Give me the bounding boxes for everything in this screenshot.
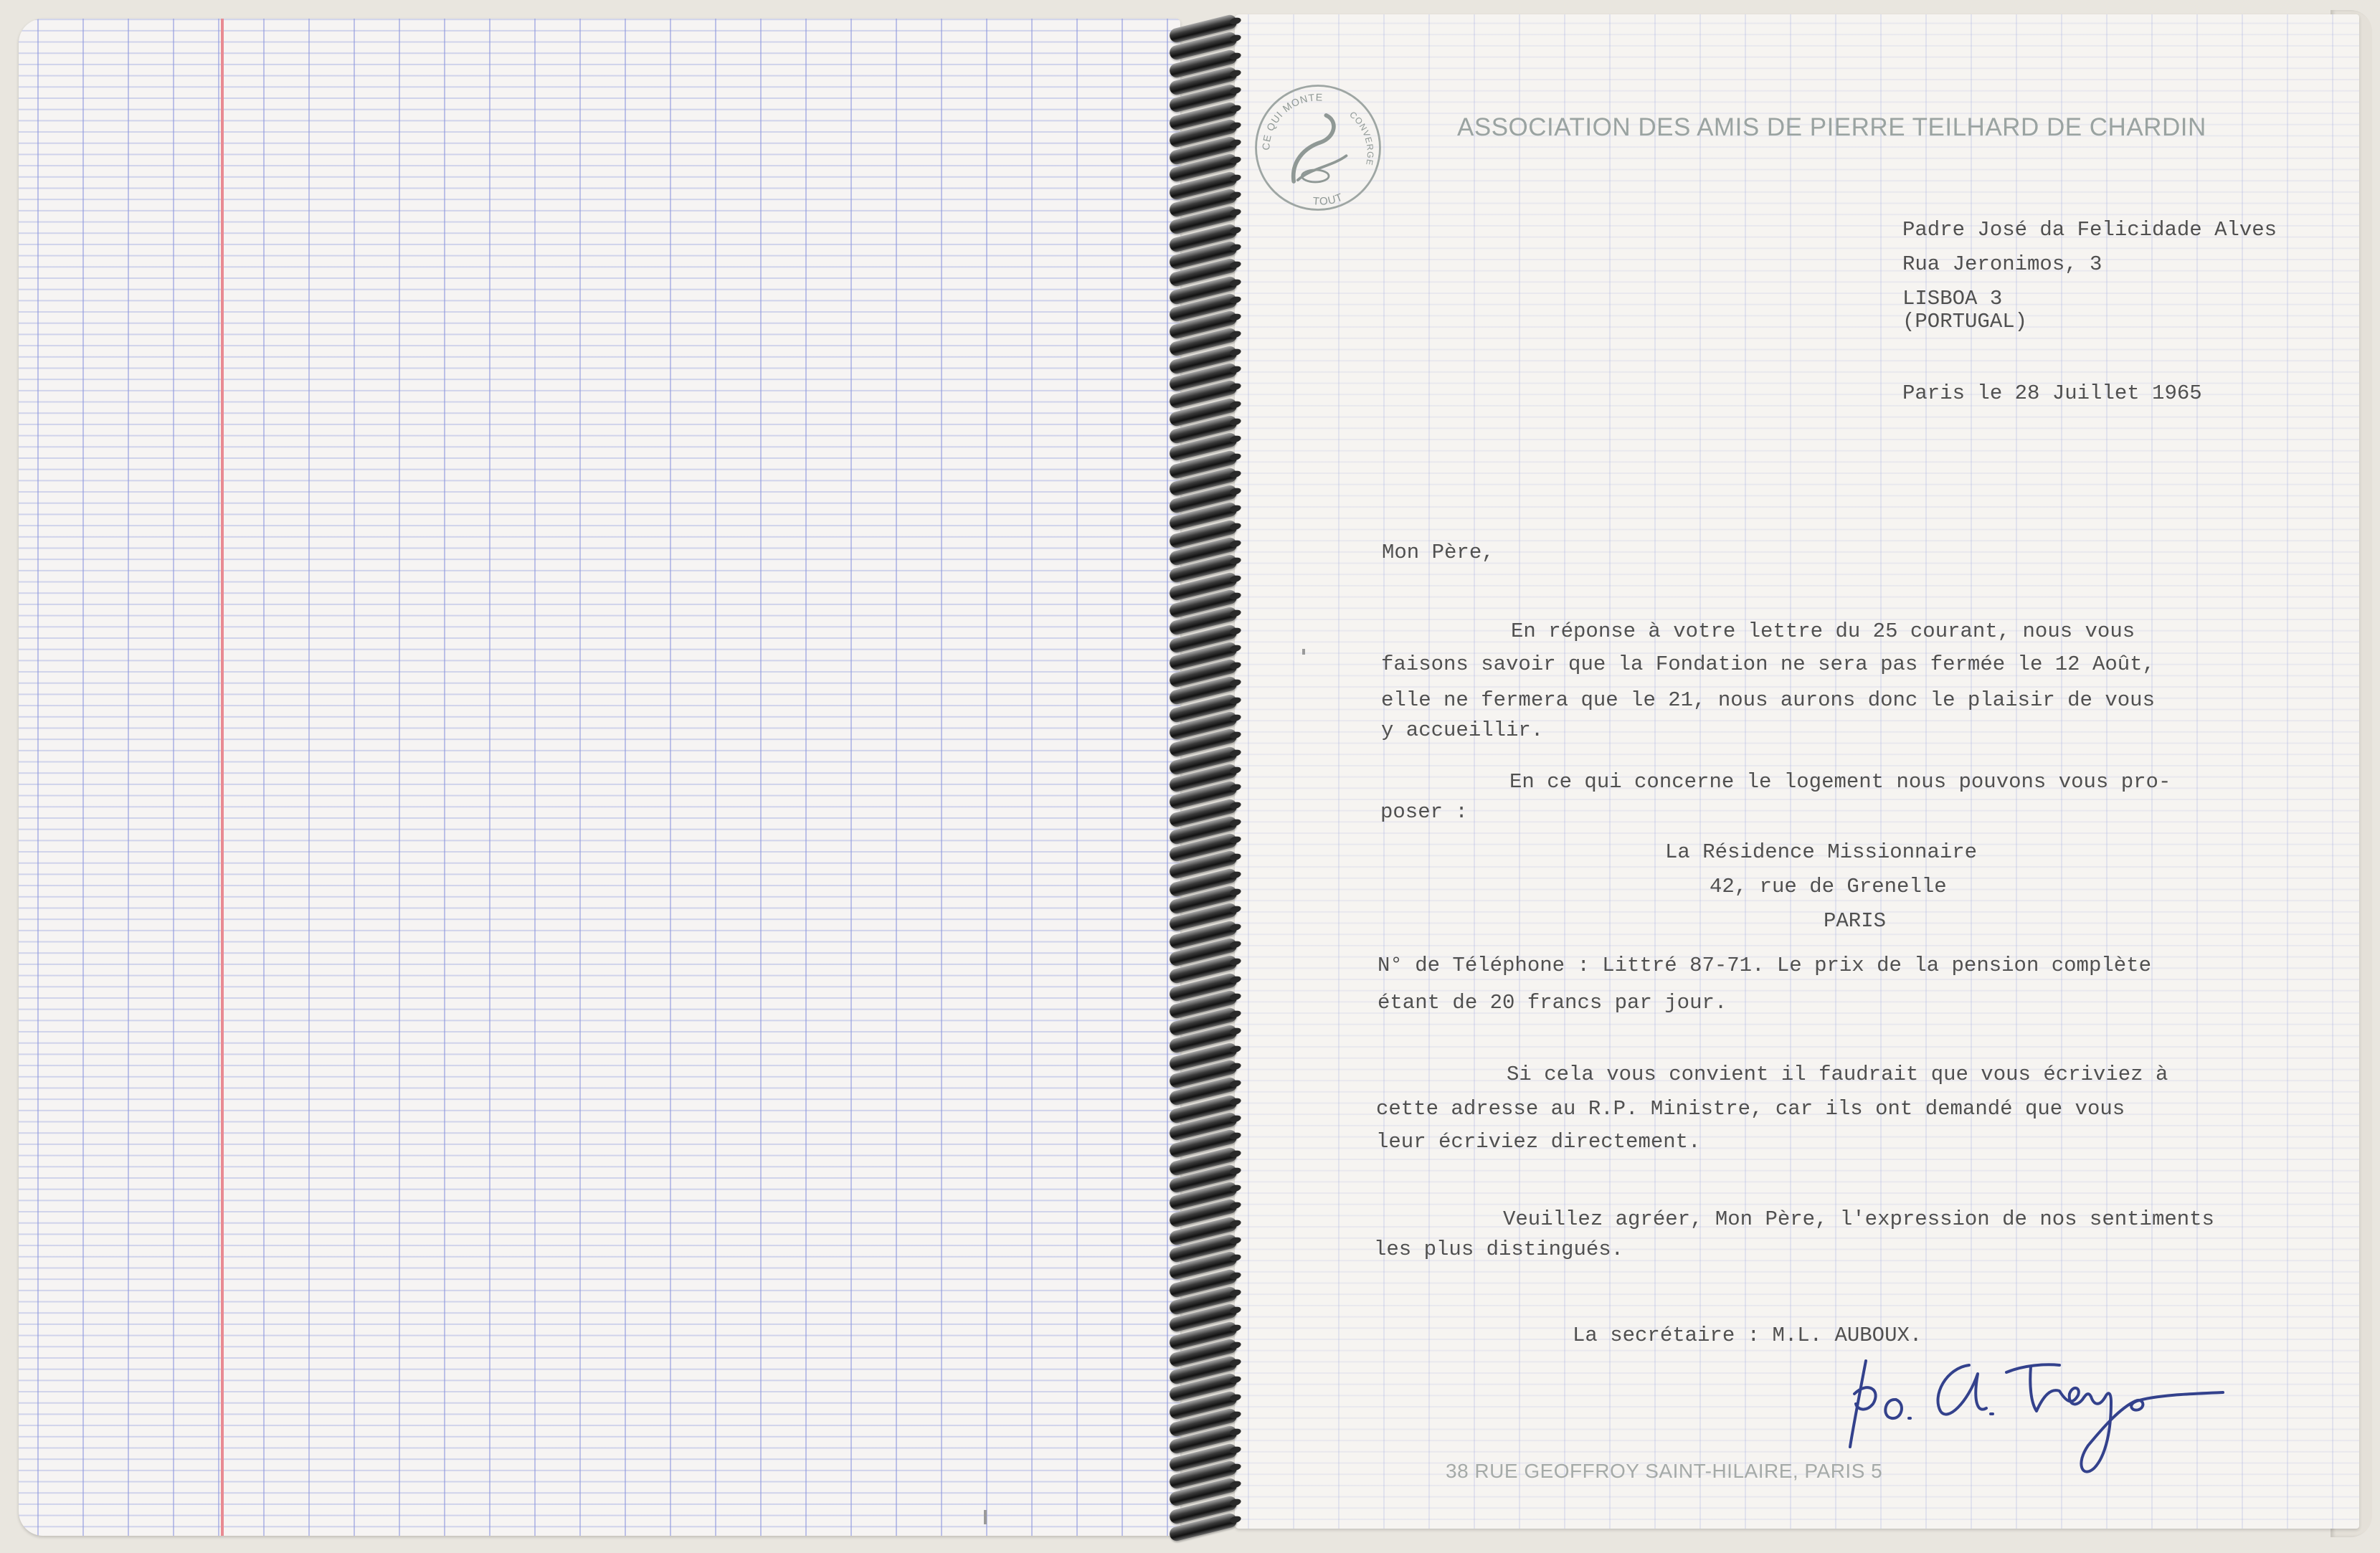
signature-line: La secrétaire : M.L. AUBOUX. bbox=[1573, 1324, 1923, 1347]
association-seal-icon bbox=[1251, 80, 1385, 215]
letter-date: Paris le 28 Juillet 1965 bbox=[1902, 381, 2202, 405]
seal-right-text: CONVERGE bbox=[1347, 109, 1376, 167]
paragraph-line: En réponse à votre lettre du 25 courant, nous vous bbox=[1511, 619, 2135, 643]
phone-line: N° de Téléphone : Littré 87-71. Le prix de la pension complète bbox=[1378, 954, 2151, 977]
paragraph-line: y accueillir. bbox=[1381, 718, 1544, 742]
paragraph-line: faisons savoir que la Fondation ne sera pas fermée le 12 Août, bbox=[1381, 652, 2155, 676]
blank-grid-page bbox=[19, 19, 1180, 1536]
spiral-binding bbox=[1165, 14, 1248, 1534]
closing-line: les plus distingués. bbox=[1374, 1238, 1624, 1261]
paragraph-line: leur écriviez directement. bbox=[1376, 1130, 1701, 1154]
paragraph-line: elle ne fermera que le 21, nous aurons donc le plaisir de vous bbox=[1381, 688, 2155, 712]
recipient-line: (PORTUGAL) bbox=[1902, 310, 2028, 333]
salutation: Mon Père, bbox=[1382, 541, 1494, 564]
letterhead-title: ASSOCIATION DES AMIS DE PIERRE TEILHARD DE CHARDIN bbox=[1457, 113, 2206, 141]
residence-line: 42, rue de Grenelle bbox=[1710, 875, 1947, 898]
paper-mark bbox=[1302, 649, 1305, 655]
letterhead-footer-address: 38 RUE GEOFFROY SAINT-HILAIRE, PARIS 5 bbox=[1446, 1460, 1883, 1482]
paragraph-line: poser : bbox=[1380, 800, 1468, 824]
paper-mark bbox=[984, 1510, 987, 1524]
closing-line: Veuillez agréer, Mon Père, l'expression de nos sentiments bbox=[1503, 1207, 2214, 1231]
seal-upper-text: CE QUI MONTE bbox=[1260, 91, 1324, 151]
residence-line: La Résidence Missionnaire bbox=[1665, 840, 1978, 864]
paragraph-line: En ce qui concerne le logement nous pouvons vous pro- bbox=[1509, 770, 2171, 794]
phone-line: étant de 20 francs par jour. bbox=[1378, 991, 1727, 1015]
seal-lower-text: TOUT bbox=[1312, 191, 1345, 208]
paragraph-line: cette adresse au R.P. Ministre, car ils ont demandé que vous bbox=[1376, 1097, 2125, 1121]
handwritten-signature bbox=[1836, 1334, 2237, 1477]
recipient-line: Rua Jeronimos, 3 bbox=[1902, 252, 2102, 276]
residence-line: PARIS bbox=[1824, 909, 1887, 933]
svg-text:CE QUI MONTE bbox=[1260, 91, 1323, 151]
recipient-line: LISBOA 3 bbox=[1902, 287, 2003, 310]
svg-text:CONVERGE bbox=[1347, 110, 1375, 167]
recipient-line: Padre José da Felicidade Alves bbox=[1902, 218, 2277, 242]
paragraph-line: Si cela vous convient il faudrait que vous écriviez à bbox=[1507, 1063, 2168, 1086]
